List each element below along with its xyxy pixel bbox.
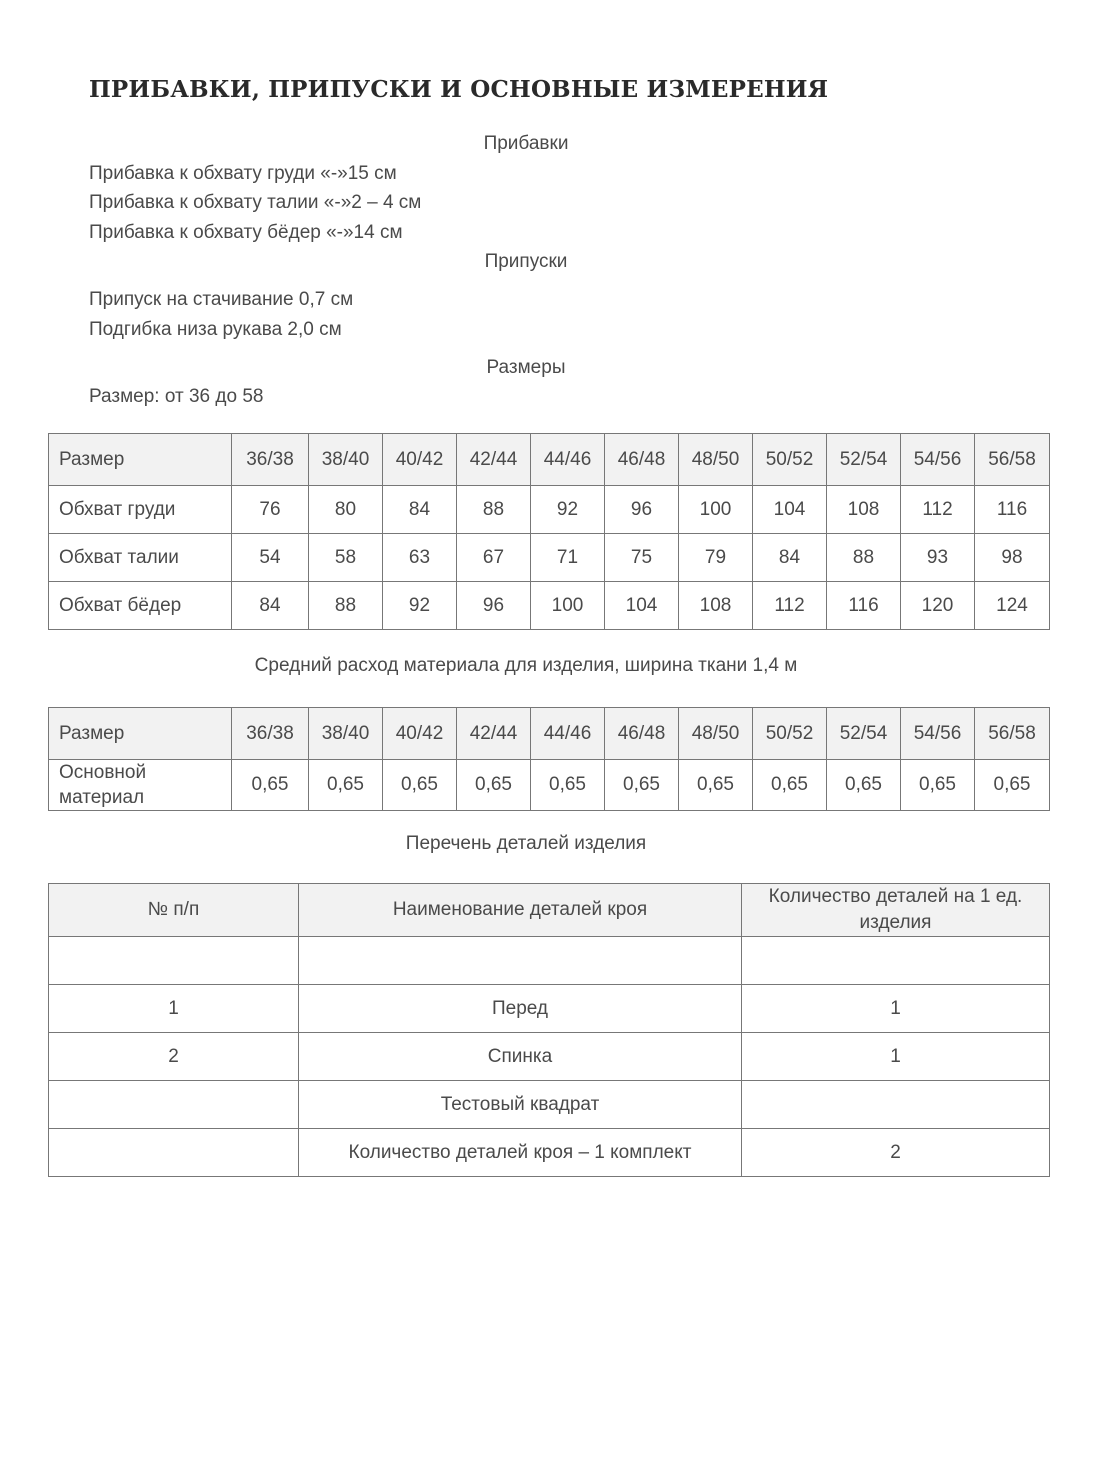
table-cell: 116	[975, 486, 1050, 534]
table-cell: 116	[827, 582, 901, 630]
table-cell	[742, 937, 1050, 985]
table-cell: 92	[383, 582, 457, 630]
table-cell: 108	[827, 486, 901, 534]
table-header-row	[49, 434, 1050, 486]
header-cell: 50/52	[753, 434, 827, 486]
table-row	[49, 486, 1050, 534]
table-cell: 84	[232, 582, 309, 630]
table-cell: 0,65	[383, 760, 457, 811]
table-cell: 112	[753, 582, 827, 630]
table-row	[49, 760, 1050, 811]
header-cell-number: № п/п	[49, 884, 299, 937]
table-cell	[49, 1129, 299, 1177]
table-cell: 88	[827, 534, 901, 582]
allowance-waist: Прибавка к обхвату талии «-»2 – 4 см	[89, 192, 422, 213]
table-cell	[49, 1081, 299, 1129]
table-cell: 100	[531, 582, 605, 630]
table-cell: 88	[457, 486, 531, 534]
header-cell: 38/40	[309, 708, 383, 760]
header-cell: 52/54	[827, 434, 901, 486]
table-cell: 80	[309, 486, 383, 534]
header-cell: 38/40	[309, 434, 383, 486]
header-cell: 44/46	[531, 434, 605, 486]
header-cell: 48/50	[679, 708, 753, 760]
table-cell: 100	[679, 486, 753, 534]
table-cell: 1	[742, 1033, 1050, 1081]
table-cell: 0,65	[531, 760, 605, 811]
table-cell: 58	[309, 534, 383, 582]
parts-list-table	[48, 883, 1050, 1177]
table-cell: 93	[901, 534, 975, 582]
header-cell: 42/44	[457, 708, 531, 760]
parts-heading: Перечень деталей изделия	[405, 833, 647, 854]
table-cell: Тестовый квадрат	[299, 1081, 742, 1129]
table-cell: 98	[975, 534, 1050, 582]
header-cell: 54/56	[901, 434, 975, 486]
page-title: ПРИБАВКИ, ПРИПУСКИ И ОСНОВНЫЕ ИЗМЕРЕНИЯ	[89, 76, 829, 103]
table-cell: 63	[383, 534, 457, 582]
header-cell: 46/48	[605, 708, 679, 760]
header-cell: 50/52	[753, 708, 827, 760]
table-cell: 71	[531, 534, 605, 582]
table-cell: 88	[309, 582, 383, 630]
header-cell: 42/44	[457, 434, 531, 486]
header-cell: 40/42	[383, 434, 457, 486]
table-row	[49, 1033, 1050, 1081]
size-range: Размер: от 36 до 58	[89, 386, 264, 407]
table-cell: 0,65	[753, 760, 827, 811]
header-cell: 52/54	[827, 708, 901, 760]
table-row	[49, 1081, 1050, 1129]
header-cell: 40/42	[383, 708, 457, 760]
table-cell: Спинка	[299, 1033, 742, 1081]
table-row	[49, 582, 1050, 630]
table-row	[49, 937, 1050, 985]
table-cell: 104	[605, 582, 679, 630]
table-row	[49, 1129, 1050, 1177]
table-cell: 0,65	[901, 760, 975, 811]
row-label: Обхват талии	[49, 534, 232, 582]
table-cell: 2	[742, 1129, 1050, 1177]
material-consumption-table	[48, 707, 1050, 811]
header-cell: 46/48	[605, 434, 679, 486]
header-cell: 36/38	[232, 434, 309, 486]
table-cell: 96	[605, 486, 679, 534]
table-cell: 112	[901, 486, 975, 534]
table-cell: 104	[753, 486, 827, 534]
table-cell: 0,65	[975, 760, 1050, 811]
table-cell	[299, 937, 742, 985]
table-cell: 1	[49, 985, 299, 1033]
sizes-heading: Размеры	[486, 357, 566, 378]
table-cell: 0,65	[309, 760, 383, 811]
table-header-row	[49, 884, 1050, 937]
table-cell: 120	[901, 582, 975, 630]
table-cell: 84	[383, 486, 457, 534]
table-cell	[49, 937, 299, 985]
measurements-table	[48, 433, 1050, 630]
table-cell: 2	[49, 1033, 299, 1081]
table-cell: 54	[232, 534, 309, 582]
header-cell-name: Наименование деталей кроя	[299, 884, 742, 937]
consumption-heading: Средний расход материала для изделия, ширина ткани 1,4 м	[254, 655, 798, 676]
table-row	[49, 985, 1050, 1033]
table-cell: 1	[742, 985, 1050, 1033]
header-cell: 54/56	[901, 708, 975, 760]
header-cell: Размер	[49, 708, 232, 760]
table-cell: 0,65	[457, 760, 531, 811]
seam-allowance-sleeve-hem: Подгибка низа рукава 2,0 см	[89, 319, 342, 340]
row-label: Обхват бёдер	[49, 582, 232, 630]
table-cell: 76	[232, 486, 309, 534]
table-cell: 124	[975, 582, 1050, 630]
seam-allowances-heading: Припуски	[484, 251, 568, 272]
table-cell: 0,65	[827, 760, 901, 811]
header-cell: 36/38	[232, 708, 309, 760]
header-cell: 56/58	[975, 434, 1050, 486]
header-cell: 44/46	[531, 708, 605, 760]
table-cell: 75	[605, 534, 679, 582]
table-cell: 79	[679, 534, 753, 582]
table-cell: 0,65	[232, 760, 309, 811]
allowance-chest: Прибавка к обхвату груди «-»15 см	[89, 163, 397, 184]
allowance-hips: Прибавка к обхвату бёдер «-»14 см	[89, 222, 403, 243]
row-label: Обхват груди	[49, 486, 232, 534]
table-row	[49, 534, 1050, 582]
header-cell-quantity: Количество деталей на 1 ед. изделия	[742, 884, 1050, 937]
header-cell: Размер	[49, 434, 232, 486]
header-cell: 48/50	[679, 434, 753, 486]
table-cell: Перед	[299, 985, 742, 1033]
table-cell	[742, 1081, 1050, 1129]
seam-allowance-stitching: Припуск на стачивание 0,7 см	[89, 289, 354, 310]
header-cell: 56/58	[975, 708, 1050, 760]
table-cell: 0,65	[605, 760, 679, 811]
table-header-row	[49, 708, 1050, 760]
table-cell: 96	[457, 582, 531, 630]
table-cell: 0,65	[679, 760, 753, 811]
row-label: Основной материал	[49, 760, 232, 811]
table-cell: 84	[753, 534, 827, 582]
table-cell: Количество деталей кроя – 1 комплект	[299, 1129, 742, 1177]
allowances-heading: Прибавки	[483, 133, 569, 154]
table-cell: 92	[531, 486, 605, 534]
table-cell: 108	[679, 582, 753, 630]
table-cell: 67	[457, 534, 531, 582]
